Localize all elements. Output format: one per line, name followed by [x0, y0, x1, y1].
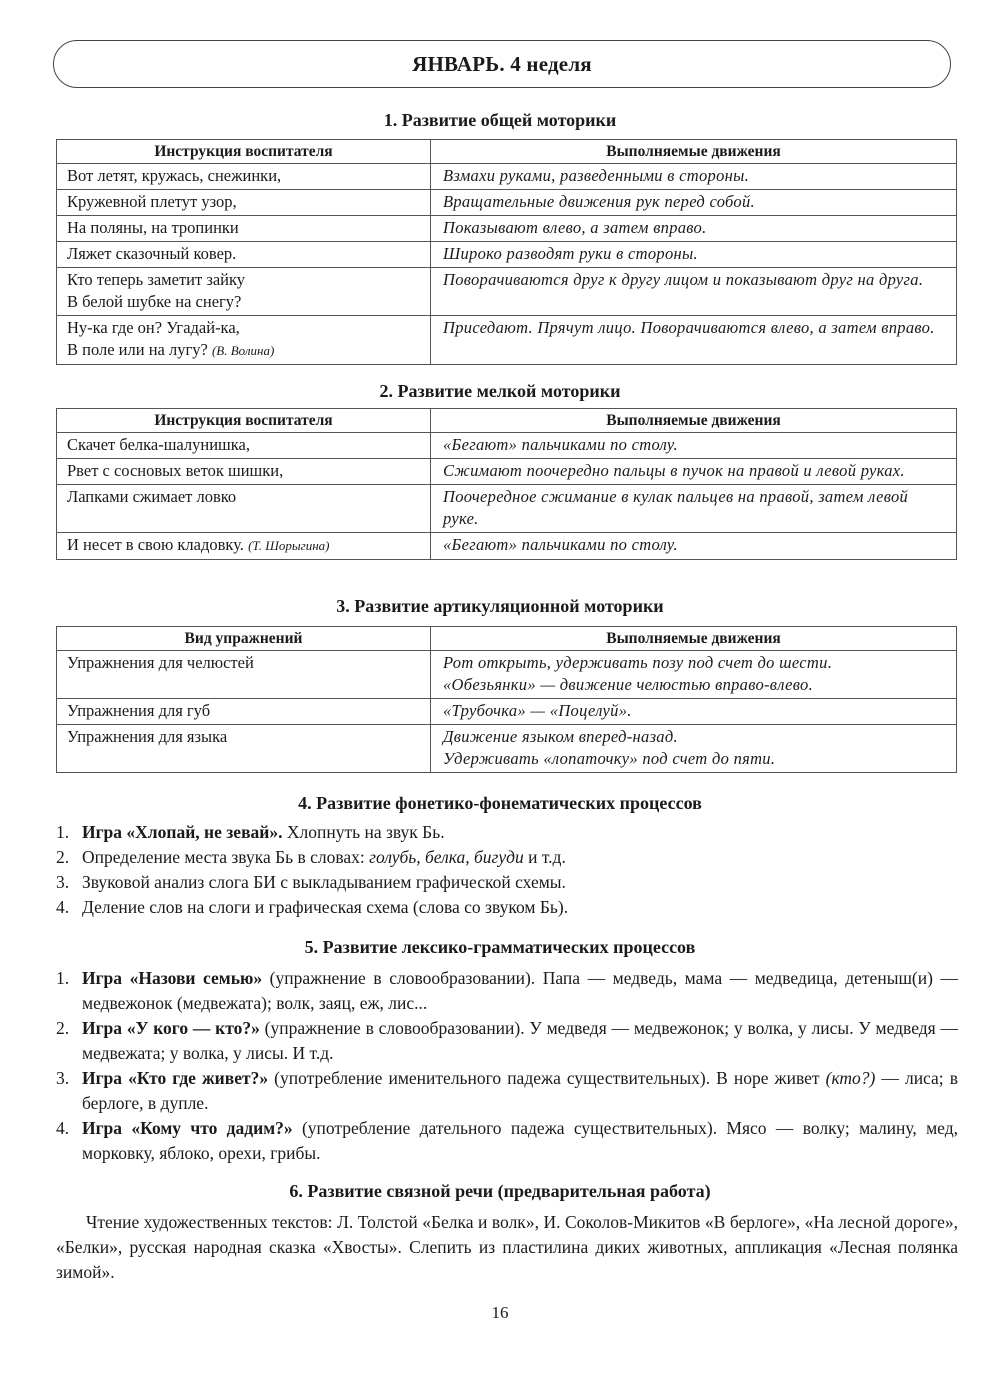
section-heading-speech: 6. Развитие связной речи (предварительная работа) [289, 1181, 711, 1201]
movement-cell: Поворачиваются друг к другу лицом и показывают друг на друга. [431, 268, 957, 316]
column-header: Выполняемые движения [431, 140, 957, 164]
table-row [57, 316, 957, 365]
instruction-cell: Кружевной плетут узор, [57, 190, 431, 216]
title-banner [53, 40, 951, 88]
table-row [57, 485, 957, 533]
movement-cell: Широко разводят руки в стороны. [431, 242, 957, 268]
instruction-cell: Ляжет сказочный ковер. [57, 242, 431, 268]
item-number: 2. [56, 847, 70, 867]
table-row [57, 164, 957, 190]
table-row [57, 216, 957, 242]
movement-line: «Обезьянки» — движение челюстью вправо-влево. [443, 675, 814, 694]
instruction-line: В белой шубке на снегу? [67, 292, 242, 311]
item-text: (упражнение в словообразовании). У медведя — медвежонок; у волка, у лисы. У медведя — медвежата; у волка, у лисы. И т.д. [82, 1018, 958, 1063]
list-item [56, 895, 958, 920]
table-header-row [57, 627, 957, 651]
item-number: 4. [56, 897, 70, 917]
item-text: (упражнение в словообразовании). Папа — медведь, мама — медведица, детеныш(и) — медвежонок (медвежата); волк, заяц, еж, лис... [82, 968, 958, 1013]
lexical-list [56, 966, 958, 1166]
movement-cell: Показывают влево, а затем вправо. [431, 216, 957, 242]
instruction-line [67, 339, 420, 362]
table-row [57, 242, 957, 268]
page-number: 16 [491, 1303, 509, 1322]
instruction-cell: Вот летят, кружась, снежинки, [57, 164, 431, 190]
movement-cell: «Бегают» пальчиками по столу. [431, 533, 957, 560]
item-italic: (кто?) [825, 1068, 876, 1088]
movement-cell: Приседают. Прячут лицо. Поворачиваются влево, а затем вправо. [431, 316, 957, 365]
movement-cell [431, 699, 957, 725]
section-heading-lexical: 5. Развитие лексико-грамматических процессов [304, 937, 696, 957]
game-title: Игра «У кого — кто?» [82, 1018, 260, 1038]
instruction-cell [57, 268, 431, 316]
movement-cell: Взмахи руками, разведенными в стороны. [431, 164, 957, 190]
item-text: (употребление дательного падежа существительных). Мясо — волку; малину, мед, морковку, яблоко, орехи, грибы. [82, 1118, 959, 1163]
movement-line: «Трубочка» — «Поцелуй». [443, 701, 632, 720]
item-text: (употребление именительного падежа существительных). В норе живет [268, 1068, 826, 1088]
table-row [57, 651, 957, 699]
item-tail: — лиса; в берлоге, в дупле. [82, 1068, 958, 1113]
list-item [56, 1016, 958, 1066]
game-title: Игра «Кому что дадим?» [82, 1118, 293, 1138]
table-row [57, 459, 957, 485]
table-row [57, 268, 957, 316]
page-title: ЯНВАРЬ. 4 неделя [412, 51, 592, 76]
section-heading-phonetic: 4. Развитие фонетико-фонематических процессов [298, 793, 702, 813]
item-number: 4. [56, 1118, 70, 1138]
game-title: Игра «Назови семью» [82, 968, 263, 988]
table-header-row [57, 140, 957, 164]
list-item [56, 845, 958, 870]
speech-paragraph: Чтение художественных текстов: Л. Толстой «Белка и волк», И. Соколов-Микитов «В берлоге», «На лесной дороге», «Белки», русская народная сказка «Хвосты». Слепить из пластилина диких животных, аппликация «Лесная полянка зимой». [56, 1212, 958, 1282]
exercise-type-cell: Упражнения для челюстей [57, 651, 431, 699]
instruction-text: И несет в свою кладовку. [67, 535, 244, 554]
instruction-cell [57, 533, 431, 560]
poem-author: (В. Волина) [211, 343, 275, 358]
section-heading-gross-motor: 1. Развитие общей моторики [383, 110, 617, 130]
movement-line: Рот открыть, удерживать позу под счет до шести. [443, 653, 833, 672]
instruction-cell: Рвет с сосновых веток шишки, [57, 459, 431, 485]
item-number: 3. [56, 1068, 70, 1088]
fine-motor-table [56, 408, 957, 560]
column-header: Инструкция воспитателя [57, 140, 431, 164]
instruction-cell: Скачет белка-шалунишка, [57, 433, 431, 459]
instruction-line: Кто теперь заметит зайку [67, 270, 246, 289]
item-number: 1. [56, 968, 70, 988]
item-text: Хлопнуть на звук Бь. [282, 822, 445, 842]
table-row [57, 699, 957, 725]
movement-line: Удерживать «лопаточку» под счет до пяти. [443, 749, 776, 768]
table-header-row [57, 409, 957, 433]
movement-line: Движение языком вперед-назад. [443, 727, 678, 746]
instruction-cell: Лапками сжимает ловко [57, 485, 431, 533]
item-tail: и т.д. [523, 847, 566, 867]
movement-cell: Поочередное сжимание в кулак пальцев на правой, затем левой руке. [431, 485, 957, 533]
game-title: Игра «Кто где живет?» [82, 1068, 269, 1088]
movement-cell [431, 725, 957, 773]
movement-cell: Сжимают поочередно пальцы в пучок на правой и левой руках. [431, 459, 957, 485]
column-header: Вид упражнений [57, 627, 431, 651]
item-text: Звуковой анализ слога БИ с выкладыванием графической схемы. [82, 872, 566, 892]
section-heading-fine-motor: 2. Развитие мелкой моторики [379, 381, 621, 401]
phonetic-list [56, 820, 958, 920]
list-item [56, 966, 958, 1016]
item-text: Определение места звука Бь в словах: [82, 847, 370, 867]
section-heading-articulation: 3. Развитие артикуляционной моторики [336, 596, 664, 616]
gross-motor-table [56, 139, 957, 365]
exercise-type-cell: Упражнения для языка [57, 725, 431, 773]
column-header: Инструкция воспитателя [57, 409, 431, 433]
articulation-table [56, 626, 957, 773]
instruction-cell [57, 316, 431, 365]
instruction-line: Ну-ка где он? Угадай-ка, [67, 318, 240, 337]
movement-cell [431, 651, 957, 699]
table-row [57, 190, 957, 216]
table-row [57, 533, 957, 560]
list-item [56, 1116, 958, 1166]
list-item [56, 820, 958, 845]
movement-cell: Вращательные движения рук перед собой. [431, 190, 957, 216]
game-title: Игра «Хлопай, не зевай». [82, 822, 283, 842]
exercise-type-cell: Упражнения для губ [57, 699, 431, 725]
table-row [57, 725, 957, 773]
column-header: Выполняемые движения [431, 627, 957, 651]
item-number: 3. [56, 872, 70, 892]
item-italic: голубь, белка, бигуди [369, 847, 524, 867]
instruction-cell: На поляны, на тропинки [57, 216, 431, 242]
list-item [56, 1066, 958, 1116]
poem-author: (Т. Шорыгина) [248, 538, 330, 553]
table-row [57, 433, 957, 459]
movement-cell: «Бегают» пальчиками по столу. [431, 433, 957, 459]
item-number: 2. [56, 1018, 70, 1038]
item-text: Деление слов на слоги и графическая схема (слова со звуком Бь). [82, 897, 569, 917]
column-header: Выполняемые движения [431, 409, 957, 433]
list-item [56, 870, 958, 895]
item-number: 1. [56, 822, 70, 842]
instruction-text: В поле или на лугу? [67, 340, 208, 359]
